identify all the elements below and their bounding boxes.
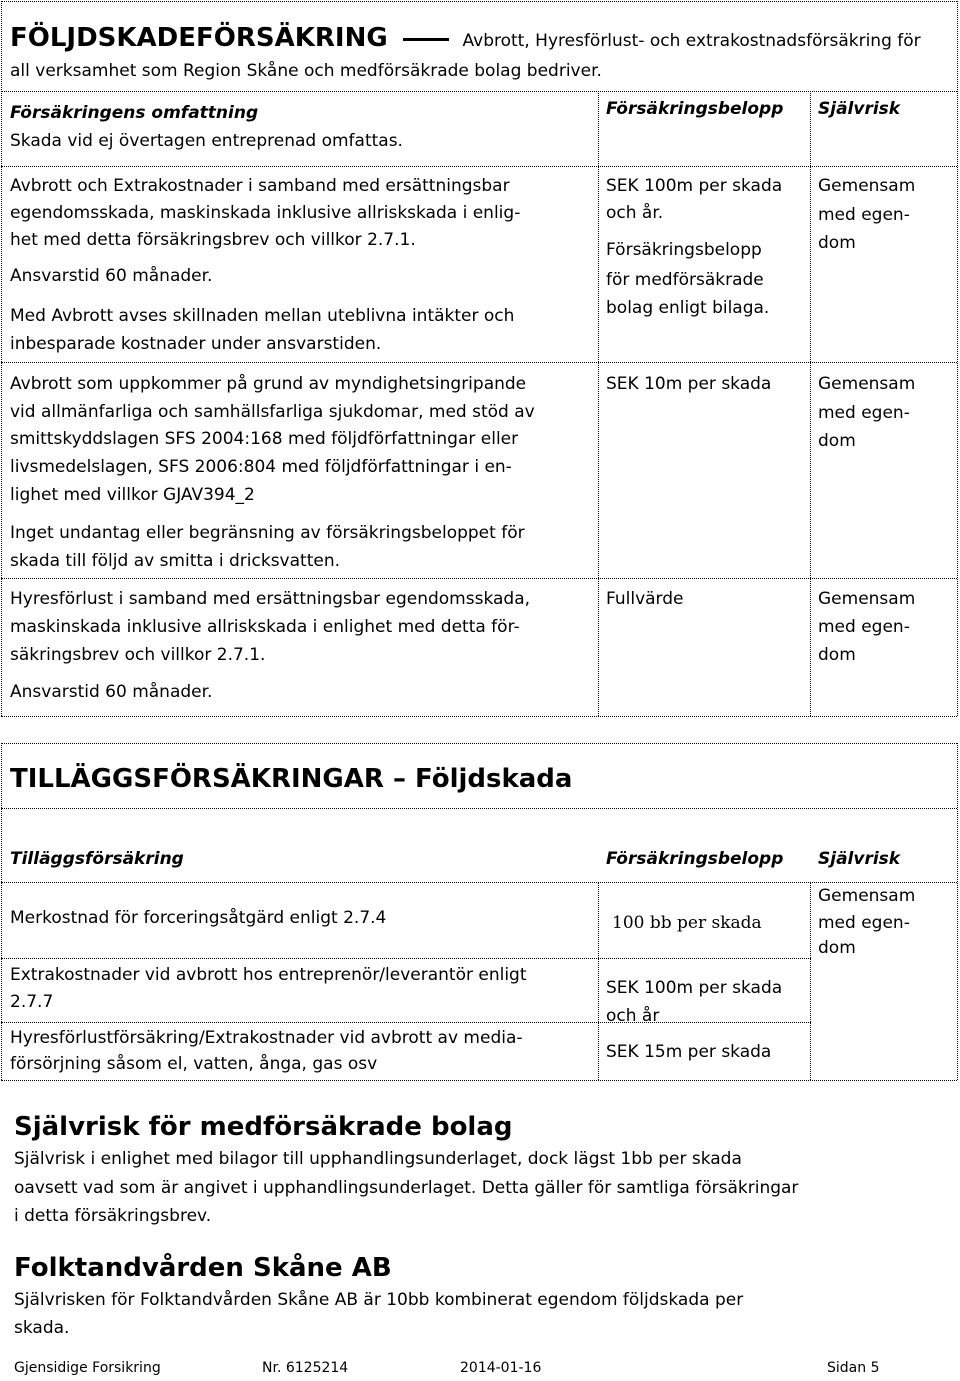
row1-line: Ansvarstid 60 månader. bbox=[10, 266, 213, 286]
addon-amount2: och år bbox=[606, 1006, 660, 1026]
row1-deductible: dom bbox=[818, 233, 856, 253]
row1-line: Med Avbrott avses skillnaden mellan uteblivna intäkter och bbox=[10, 306, 515, 326]
dash bbox=[403, 38, 449, 41]
row1-line: Avbrott och Extrakostnader i samband med ersättningsbar bbox=[10, 176, 510, 196]
addon-row1: Merkostnad för forceringsåtgärd enligt 2.7.4 bbox=[10, 908, 387, 928]
footer-page: Sidan 5 bbox=[827, 1360, 880, 1376]
row2-line: smittskyddslagen SFS 2004:168 med följdförfattningar eller bbox=[10, 429, 519, 449]
row2-deductible: Gemensam bbox=[818, 374, 916, 394]
col-deductible-header: Självrisk bbox=[818, 99, 901, 119]
section3-title: Självrisk för medförsäkrade bolag bbox=[14, 1112, 513, 1142]
row1-line: inbesparade kostnader under ansvarstiden. bbox=[10, 334, 382, 354]
row1-amount: SEK 100m per skada bbox=[606, 176, 783, 196]
section4-title: Folktandvården Skåne AB bbox=[14, 1253, 392, 1283]
row1-line: egendomsskada, maskinskada inklusive allriskskada i enlig- bbox=[10, 203, 521, 223]
addon-amount3: SEK 15m per skada bbox=[606, 1042, 772, 1062]
addon-deductible: Gemensam bbox=[818, 886, 916, 906]
addon-amount2: SEK 100m per skada bbox=[606, 978, 783, 998]
section3-text: i detta försäkringsbrev. bbox=[14, 1206, 212, 1226]
row3-deductible: dom bbox=[818, 645, 856, 665]
row3-line: säkringsbrev och villkor 2.7.1. bbox=[10, 645, 266, 665]
addon-row2: 2.7.7 bbox=[10, 992, 54, 1012]
row2-line: livsmedelslagen, SFS 2006:804 med följdförfattningar i en- bbox=[10, 457, 512, 477]
row3-line: Hyresförlust i samband med ersättningsbar egendomsskada, bbox=[10, 589, 531, 609]
row2-line: lighet med villkor GJAV394_2 bbox=[10, 485, 255, 505]
row1-deductible: Gemensam bbox=[818, 176, 916, 196]
row2-line: Avbrott som uppkommer på grund av myndighetsingripande bbox=[10, 374, 527, 394]
row1-amount: bolag enligt bilaga. bbox=[606, 298, 770, 318]
row2-line: vid allmänfarliga och samhällsfarliga sjukdomar, med stöd av bbox=[10, 402, 535, 422]
section1-subtitle-1: Avbrott, Hyresförlust- och extrakostnadsförsäkring för bbox=[462, 31, 921, 51]
scope-text: Skada vid ej övertagen entreprenad omfattas. bbox=[10, 131, 403, 151]
section1-heading bbox=[10, 24, 921, 55]
section4-text: Självrisken för Folktandvården Skåne AB är 10bb kombinerat egendom följdskada per bbox=[14, 1290, 744, 1310]
addon-row2: Extrakostnader vid avbrott hos entreprenör/leverantör enligt bbox=[10, 965, 527, 985]
addon-row3: försörjning såsom el, vatten, ånga, gas osv bbox=[10, 1054, 378, 1074]
row1-amount: Försäkringsbelopp bbox=[606, 240, 762, 260]
footer-number: Nr. 6125214 bbox=[262, 1360, 349, 1376]
footer-company: Gjensidige Forsikring bbox=[14, 1360, 161, 1376]
row2-amount: SEK 10m per skada bbox=[606, 374, 772, 394]
section1-title: FÖLJDSKADEFÖRSÄKRING bbox=[10, 23, 388, 53]
section2-title: TILLÄGGSFÖRSÄKRINGAR – Följdskada bbox=[10, 764, 573, 794]
row2-deductible: dom bbox=[818, 431, 856, 451]
row3-deductible: Gemensam bbox=[818, 589, 916, 609]
row2-line: Inget undantag eller begränsning av försäkringsbeloppet för bbox=[10, 523, 525, 543]
col-amount-header-2: Försäkringsbelopp bbox=[606, 849, 784, 869]
section3-text: oavsett vad som är angivet i upphandlingsunderlaget. Detta gäller för samtliga försäkringar bbox=[14, 1178, 799, 1198]
section3-text: Självrisk i enlighet med bilagor till upphandlingsunderlaget, dock lägst 1bb per skada bbox=[14, 1149, 742, 1169]
addon-deductible: med egen- bbox=[818, 913, 910, 933]
row3-amount: Fullvärde bbox=[606, 589, 684, 609]
row2-deductible: med egen- bbox=[818, 403, 910, 423]
row3-deductible: med egen- bbox=[818, 617, 910, 637]
col-item-header: Tilläggsförsäkring bbox=[10, 849, 184, 869]
row1-amount: och år. bbox=[606, 203, 664, 223]
row1-line: het med detta försäkringsbrev och villkor 2.7.1. bbox=[10, 230, 416, 250]
addon-amount1: 100 bb per skada bbox=[612, 913, 762, 933]
scope-heading: Försäkringens omfattning bbox=[10, 103, 259, 123]
footer-date: 2014-01-16 bbox=[460, 1360, 542, 1376]
addon-row3: Hyresförlustförsäkring/Extrakostnader vid avbrott av media- bbox=[10, 1028, 523, 1048]
row2-line: skada till följd av smitta i dricksvatten. bbox=[10, 551, 340, 571]
section4-text: skada. bbox=[14, 1318, 70, 1338]
row1-deductible: med egen- bbox=[818, 205, 910, 225]
row1-amount: för medförsäkrade bbox=[606, 270, 764, 290]
addon-deductible: dom bbox=[818, 938, 856, 958]
row3-line: Ansvarstid 60 månader. bbox=[10, 682, 213, 702]
col-deductible-header-2: Självrisk bbox=[818, 849, 901, 869]
col-amount-header: Försäkringsbelopp bbox=[606, 99, 784, 119]
row3-line: maskinskada inklusive allriskskada i enlighet med detta för- bbox=[10, 617, 520, 637]
section1-subtitle-2: all verksamhet som Region Skåne och medförsäkrade bolag bedriver. bbox=[10, 61, 602, 81]
